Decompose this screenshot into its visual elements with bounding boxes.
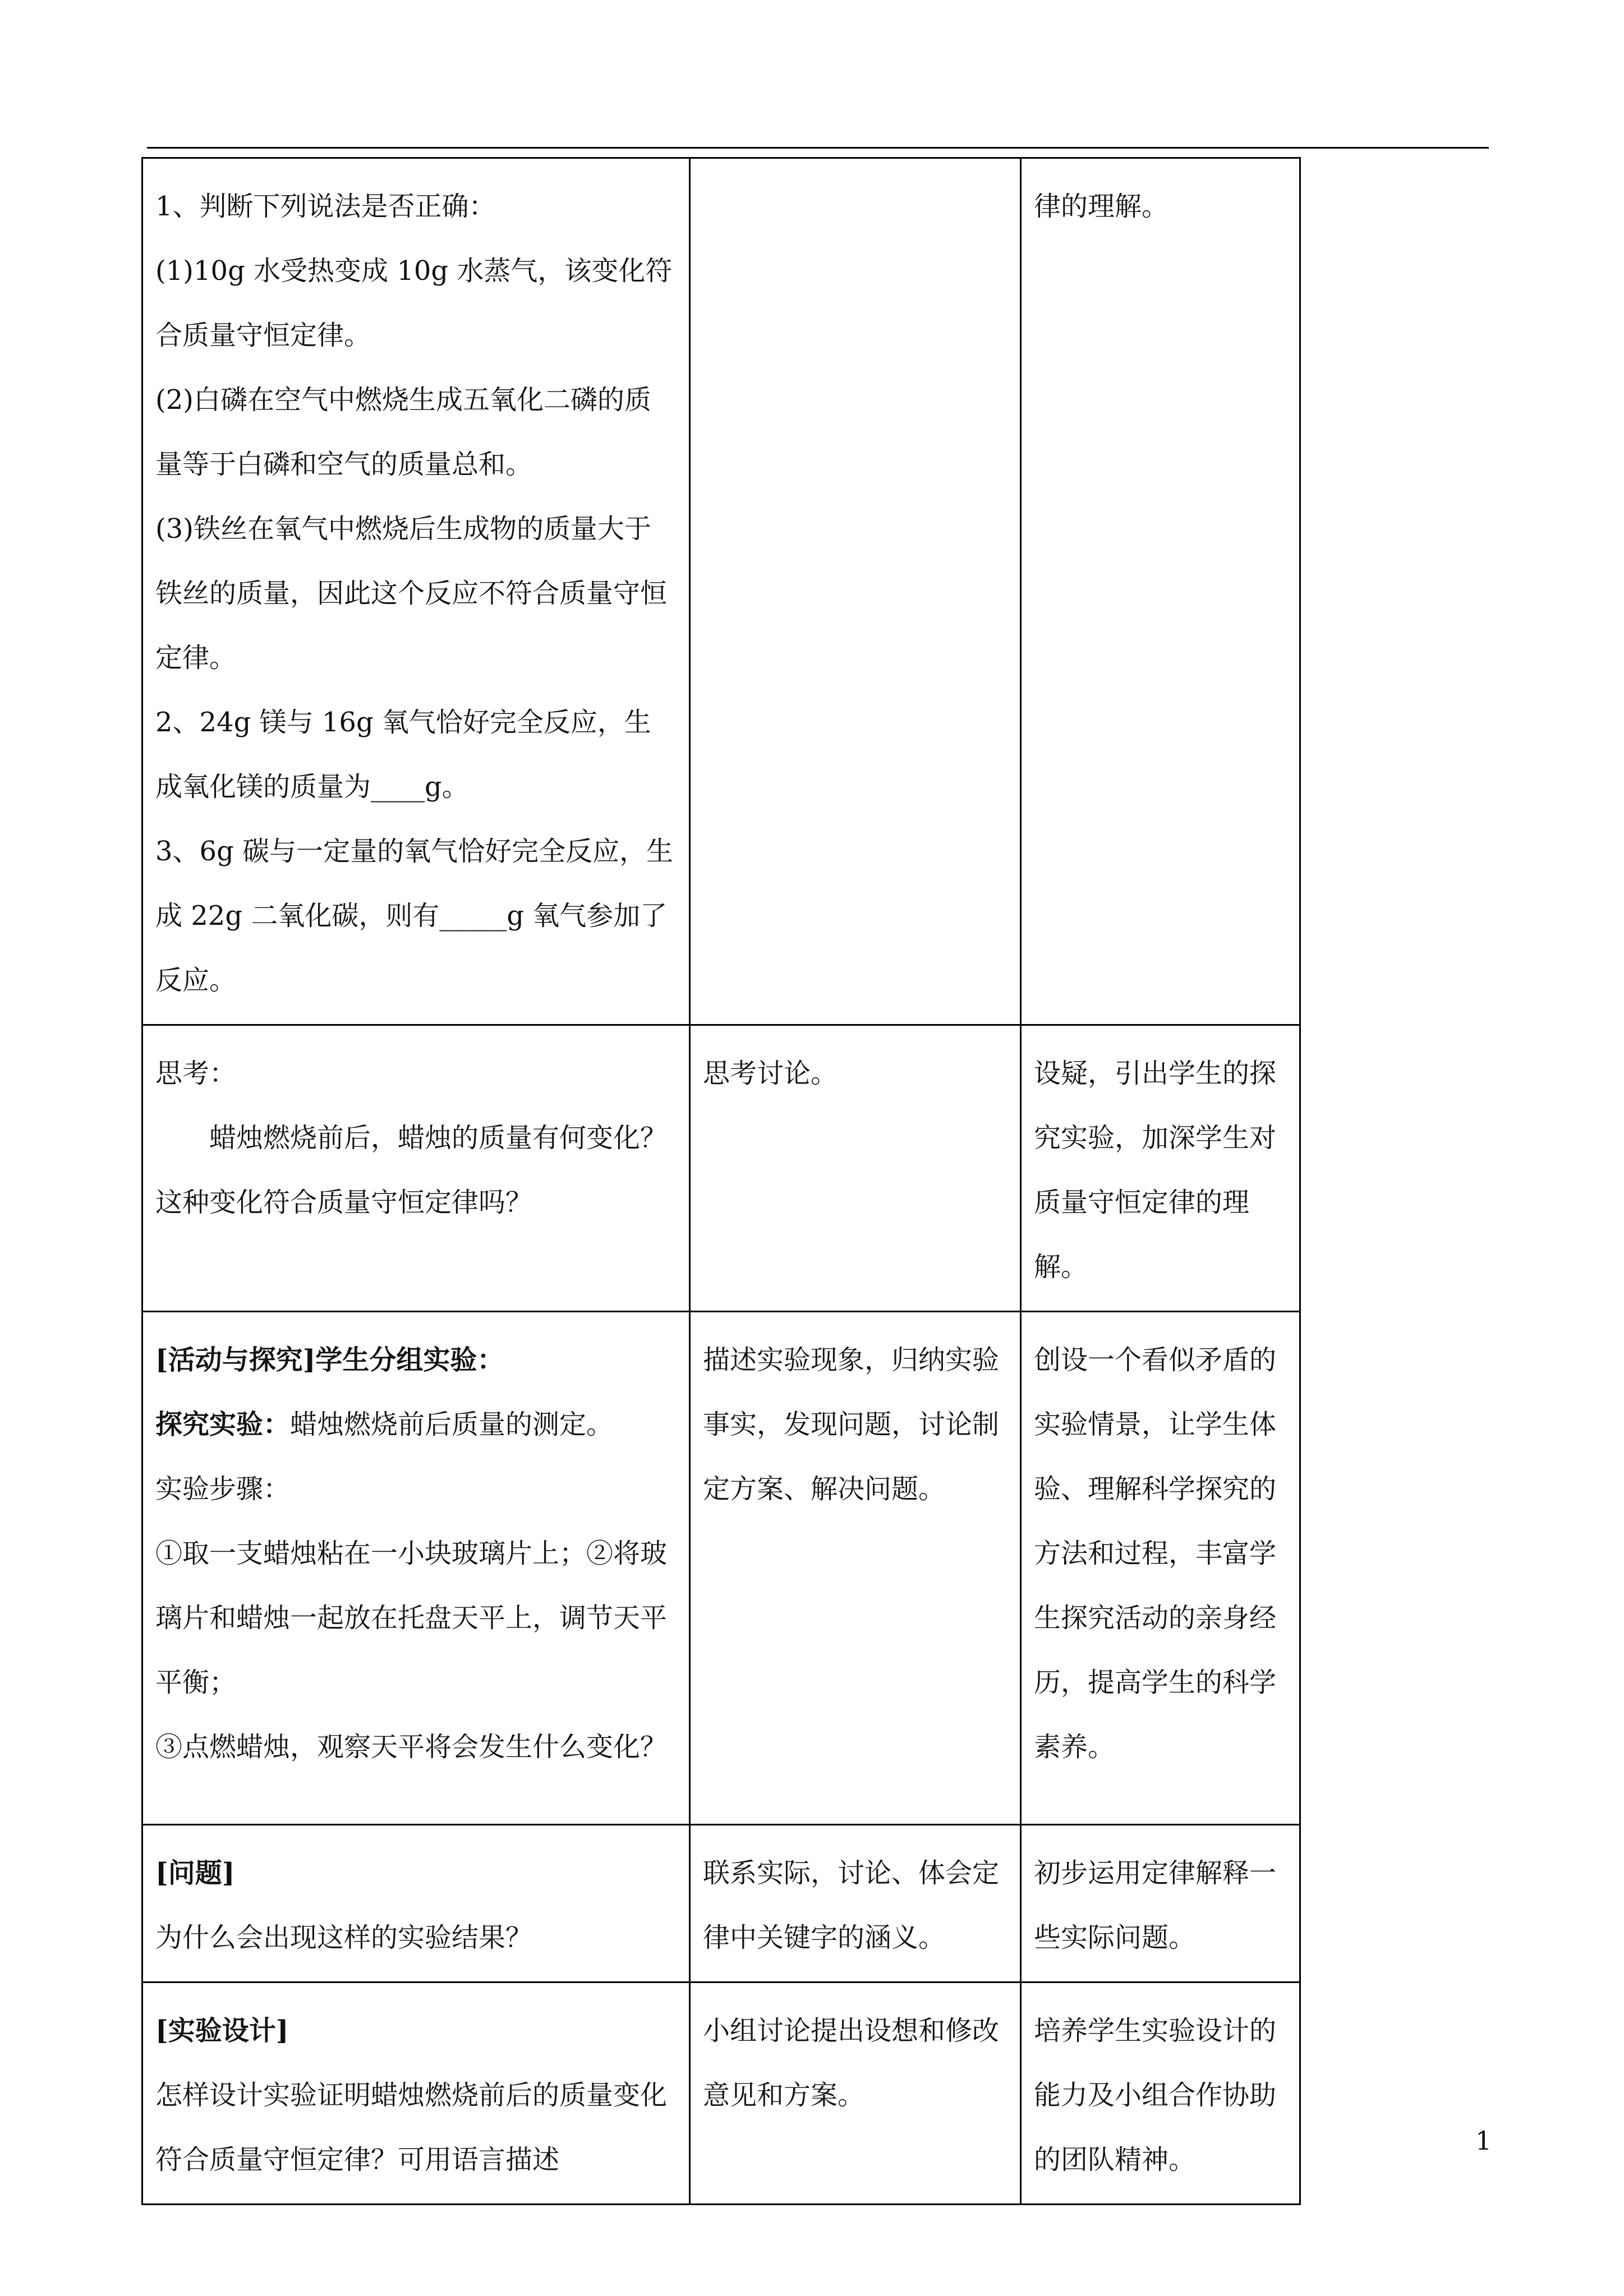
question-1-item-1: (1)10g 水受热变成 10g 水蒸气，该变化符合质量守恒定律。 (155, 255, 673, 351)
design-intent-cell: 初步运用定律解释一些实际问题。 (1021, 1825, 1300, 1983)
student-activity-cell: 小组讨论提出设想和修改意见和方案。 (690, 1983, 1021, 2205)
steps-3: ③点燃蜡烛，观察天平将会发生什么变化？ (155, 1731, 668, 1763)
experiment-name: 蜡烛燃烧前后质量的测定。 (290, 1409, 614, 1440)
think-question: 蜡烛燃烧前后，蜡烛的质量有何变化？这种变化符合质量守恒定律吗？ (155, 1122, 668, 1218)
student-activity-cell: 描述实验现象，归纳实验事实，发现问题，讨论制定方案、解决问题。 (690, 1312, 1021, 1825)
teacher-activity-cell (142, 1983, 690, 2205)
activity-title: [活动与探究]学生分组实验： (155, 1344, 504, 1376)
steps-1-2: ①取一支蜡烛粘在一小块玻璃片上；②将玻璃片和蜡烛一起放在托盘天平上，调节天平平衡； (155, 1538, 668, 1698)
page-number: 1 (1475, 2126, 1492, 2156)
experiment-line (155, 1393, 677, 1457)
design-intent-cell: 律的理解。 (1021, 158, 1300, 1025)
design-question: 怎样设计实验证明蜡烛燃烧前后的质量变化符合质量守恒定律？可用语言描述 (155, 2080, 668, 2175)
lesson-plan-table (141, 157, 1301, 2205)
table-row (142, 1825, 1300, 1983)
design-title: [实验设计] (155, 2015, 289, 2046)
design-intent-cell: 创设一个看似矛盾的实验情景，让学生体验、理解科学探究的方法和过程，丰富学生探究活动的亲身经历，提高学生的科学素养。 (1021, 1312, 1300, 1825)
design-intent-cell: 设疑，引出学生的探究实验，加深学生对质量守恒定律的理解。 (1021, 1025, 1300, 1312)
teacher-activity-cell (142, 1025, 690, 1312)
teacher-activity-cell (142, 1312, 690, 1825)
problem-title: [问题] (155, 1857, 235, 1889)
student-activity-cell (690, 158, 1021, 1025)
think-title: 思考： (155, 1058, 237, 1089)
question-1-intro: 1、判断下列说法是否正确： (155, 191, 496, 222)
question-3: 3、6g 碳与一定量的氧气恰好完全反应，生成 22g 二氧化碳，则有_____g 氧气参加了反应。 (155, 836, 674, 996)
table-row (142, 1983, 1300, 2205)
header-rule (147, 147, 1489, 149)
teacher-activity-cell (142, 158, 690, 1025)
design-intent-cell: 培养学生实验设计的能力及小组合作协助的团队精神。 (1021, 1983, 1300, 2205)
question-1-item-3: (3)铁丝在氧气中燃烧后生成物的质量大于铁丝的质量，因此这个反应不符合质量守恒定律。 (155, 513, 668, 674)
table-row (142, 1312, 1300, 1825)
teacher-activity-cell (142, 1825, 690, 1983)
student-activity-cell: 联系实际，讨论、体会定律中关键字的涵义。 (690, 1825, 1021, 1983)
student-activity-cell: 思考讨论。 (690, 1025, 1021, 1312)
table-row (142, 1025, 1300, 1312)
experiment-label: 探究实验： (155, 1409, 291, 1440)
question-2: 2、24g 镁与 16g 氧气恰好完全反应，生成氧化镁的质量为____g。 (155, 707, 651, 803)
problem-question: 为什么会出现这样的实验结果？ (155, 1922, 533, 1953)
question-1-item-2: (2)白磷在空气中燃烧生成五氧化二磷的质量等于白磷和空气的质量总和。 (155, 384, 651, 480)
table-row (142, 158, 1300, 1025)
steps-title: 实验步骤： (155, 1473, 291, 1505)
